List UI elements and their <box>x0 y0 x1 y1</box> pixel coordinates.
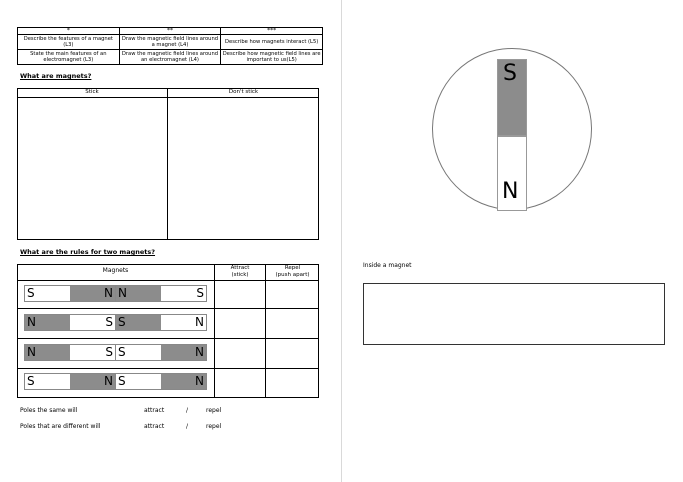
pole-label: S <box>27 374 35 388</box>
pole-label: N <box>195 315 204 329</box>
pole-label: S <box>105 345 113 359</box>
big-magnet-south <box>497 59 527 136</box>
rule-same-attract-option[interactable]: attract <box>144 407 165 414</box>
column-line <box>265 264 266 398</box>
big-magnet-north <box>497 136 527 211</box>
rule-same-repel-option[interactable]: repel <box>206 407 222 414</box>
attract-column-header: Attract (stick) <box>230 265 250 278</box>
objective-header: ** <box>119 28 221 35</box>
objective-header: *** <box>221 28 323 35</box>
stick-column-header: Stick <box>85 89 99 95</box>
attract-answer-cell[interactable] <box>216 282 264 307</box>
magnet-bar <box>115 314 207 331</box>
pole-label: N <box>27 315 36 329</box>
objective-cell: State the main features of an electromagnet (L3) <box>18 50 120 65</box>
magnets-table-header-line <box>17 280 319 281</box>
magnet-bar <box>115 285 207 302</box>
repel-column-header: Repel (push apart) <box>275 265 310 278</box>
inside-magnet-label: Inside a magnet <box>363 262 412 269</box>
pole-label: N <box>27 345 36 359</box>
magnet-bar <box>24 285 116 302</box>
magnet-bar <box>115 373 207 390</box>
row-line <box>17 308 319 309</box>
pole-label: S <box>118 374 126 388</box>
rule-same-slash: / <box>186 407 189 414</box>
pole-label: S <box>118 315 126 329</box>
page-divider <box>341 0 342 482</box>
objective-cell: Draw the magnetic field lines around an electromagnet (L4) <box>119 50 221 65</box>
rule-different-slash: / <box>186 423 189 430</box>
row-line <box>17 338 319 339</box>
stick-answer-area[interactable] <box>19 99 166 238</box>
pole-label: S <box>196 286 204 300</box>
rule-different-attract-option[interactable]: attract <box>144 423 165 430</box>
magnet-bar <box>115 344 207 361</box>
question-heading-magnets: What are magnets? <box>20 72 92 80</box>
objective-cell: Describe how magnets interact (L5) <box>221 35 323 50</box>
big-magnet-s-label: S <box>503 61 517 86</box>
repel-answer-cell[interactable] <box>267 310 318 337</box>
objective-cell: Describe how magnetic field lines are important to us(L5) <box>222 51 321 63</box>
pole-label: N <box>195 374 204 388</box>
inside-magnet-answer-box[interactable] <box>363 283 665 345</box>
stick-table-divider <box>167 88 168 240</box>
magnet-bar <box>24 344 116 361</box>
attract-answer-cell[interactable] <box>216 370 264 397</box>
magnet-bar <box>24 314 116 331</box>
repel-answer-cell[interactable] <box>267 282 318 307</box>
question-heading-rules: What are the rules for two magnets? <box>20 248 156 256</box>
pole-label: N <box>195 345 204 359</box>
dont-stick-answer-area[interactable] <box>169 99 317 238</box>
pole-label: S <box>105 315 113 329</box>
big-magnet-n-label: N <box>502 179 519 204</box>
magnets-column-header: Magnets <box>102 267 129 274</box>
attract-answer-cell[interactable] <box>216 310 264 337</box>
pole-label: S <box>27 286 35 300</box>
magnet-bar <box>24 373 116 390</box>
pole-label: S <box>118 345 126 359</box>
stick-table-header-line <box>17 97 319 98</box>
rule-same-label: Poles the same will <box>20 407 78 414</box>
pole-label: N <box>104 374 113 388</box>
attract-answer-cell[interactable] <box>216 340 264 367</box>
rule-different-label: Poles that are different will <box>20 423 101 430</box>
objective-cell: Draw the magnetic field lines around a magnet (L4) <box>119 35 221 50</box>
pole-label: N <box>104 286 113 300</box>
objective-cell: Describe the features of a magnet (L3) <box>18 35 120 50</box>
column-line <box>214 264 215 398</box>
rule-different-repel-option[interactable]: repel <box>206 423 222 430</box>
objective-header: * <box>18 28 120 35</box>
repel-answer-cell[interactable] <box>267 370 318 397</box>
dont-stick-column-header: Don't stick <box>228 89 259 95</box>
repel-answer-cell[interactable] <box>267 340 318 367</box>
row-line <box>17 368 319 369</box>
objectives-table <box>17 27 323 65</box>
pole-label: N <box>118 286 127 300</box>
